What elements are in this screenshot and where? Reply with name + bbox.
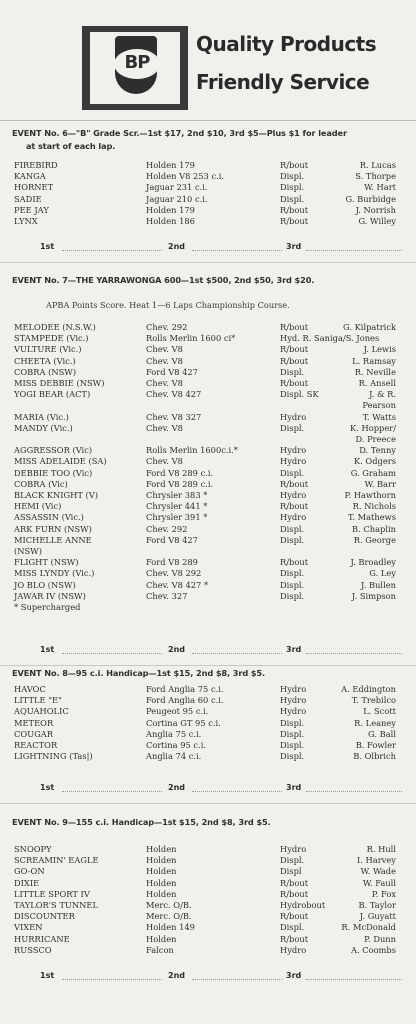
engine: Holden 186 [146, 216, 195, 226]
engine: Chev. V8 [146, 344, 183, 355]
hull-type: Hydro [280, 411, 307, 422]
place-second-blank [192, 250, 282, 251]
engine: Rolls Merlin 1600c.i.* [146, 445, 238, 456]
hull-type: R/bout [280, 501, 309, 512]
event-note: APBA Points Score. Heat 1—6 Laps Championship Course. [46, 300, 290, 310]
engine: Ford V8 289 c.i. [146, 478, 214, 489]
hull-type: R/bout [280, 355, 309, 366]
engine: Cortina 95 c.i. [146, 740, 206, 750]
driver-name: R. George [353, 534, 396, 545]
entry-row [0, 591, 416, 602]
engine: Holden [146, 844, 177, 854]
engine: Holden [146, 933, 177, 944]
boat-name: TAYLOR'S TUNNEL [14, 900, 98, 910]
event-title-continued: at start of each lap. [26, 141, 116, 151]
boat-name: LITTLE "E" [14, 695, 62, 706]
hull-type: Displ [280, 866, 302, 877]
driver-name: T. Mathews [348, 512, 396, 523]
driver-name: G. Ley [369, 568, 396, 579]
driver-name: G. Ball [368, 728, 396, 739]
hull-type: R/bout [280, 888, 309, 899]
hull-type: Displ. [280, 171, 305, 182]
boat-name: MISS ADELAIDE (SA) [14, 456, 107, 467]
engine: Holden 179 [146, 160, 195, 170]
place-third-label: 3rd [286, 971, 302, 980]
place-first-blank [62, 979, 162, 980]
event-divider [0, 262, 416, 263]
boat-name: MANDY (Vic.) [14, 422, 73, 433]
hull-type: Displ. SK [280, 389, 319, 400]
placings-line [0, 783, 416, 795]
entry-row [0, 501, 416, 512]
entry-row [0, 182, 416, 193]
driver-name: L. Scott [363, 706, 396, 717]
boat-name: MARIA (Vic.) [14, 411, 69, 422]
driver-name: R. Lucas [359, 160, 396, 170]
driver-name: W. Barr [364, 478, 396, 489]
engine: Anglia 74 c.i. [146, 751, 202, 762]
place-third-label: 3rd [286, 645, 302, 654]
hull-type: Hydro [280, 456, 307, 467]
engine: Chev. V8 427 [146, 389, 202, 400]
engine: Holden [146, 877, 177, 888]
driver-name: W. Wade [360, 866, 396, 877]
boat-name: FLIGHT (NSW) [14, 557, 79, 568]
entry-row [0, 855, 416, 866]
hull-type: Displ. [280, 579, 305, 590]
engine: Chrysler 391 * [146, 512, 208, 523]
driver-name: L. Ramsay [352, 355, 396, 366]
event-divider [0, 803, 416, 804]
engine: Holden 149 [146, 922, 195, 933]
entry-row [0, 557, 416, 568]
entry-row [0, 434, 416, 445]
boat-name: HEMI (Vic) [14, 501, 62, 512]
driver-name: R. Nichols [352, 501, 396, 512]
boat-name: KANGA [14, 171, 46, 182]
engine: Chev. 327 [146, 590, 188, 601]
entry-row [0, 535, 416, 546]
place-first-blank [62, 653, 162, 654]
driver-name: A. Coombs [350, 944, 396, 955]
boat-name: SADIE [14, 193, 42, 204]
engine: Ford V8 427 [146, 366, 198, 377]
place-first-blank [62, 250, 162, 251]
place-third-label: 3rd [286, 242, 302, 251]
entry-row [0, 171, 416, 182]
boat-name: MICHELLE ANNE [14, 534, 92, 545]
hull-type: Hydro [280, 512, 307, 523]
entry-row [0, 751, 416, 762]
boat-name: VIXEN [14, 922, 43, 933]
engine: Cortina GT 95 c.i. [146, 717, 221, 728]
engine: Anglia 75 c.i. [146, 728, 202, 739]
engine: Holden [146, 866, 177, 877]
boat-name: COUGAR [14, 728, 54, 739]
boat-name: JO BLO (NSW) [14, 579, 76, 590]
entry-row [0, 194, 416, 205]
event-title: EVENT No. 8—95 c.i. Handicap—1st $15, 2nd $8, 3rd $5. [12, 668, 266, 678]
hull-type: Displ. [280, 193, 305, 204]
place-second-blank [192, 979, 282, 980]
entry-row [0, 490, 416, 501]
entry-row [0, 423, 416, 434]
hull-type: Hyd. R. Saniga/S. Jones [280, 333, 380, 344]
boat-name: RUSSCO [14, 944, 52, 955]
place-third-label: 3rd [286, 783, 302, 792]
hull-type: Hydrobout [280, 900, 326, 910]
hull-type: Displ. [280, 728, 305, 739]
entry-row [0, 378, 416, 389]
hull-type: Displ. [280, 534, 305, 545]
entry-row [0, 889, 416, 900]
hull-type: R/bout [280, 322, 309, 332]
engine: Rolls Merlin 1600 ci* [146, 333, 236, 344]
program-header [0, 0, 416, 118]
bp-logo-text: BP [124, 52, 150, 73]
place-third-blank [306, 979, 402, 980]
engine: Chev. V8 292 [146, 568, 202, 579]
entry-row [0, 911, 416, 922]
entry-row [0, 160, 416, 171]
hull-type: Displ. [280, 467, 305, 478]
entry-row [0, 468, 416, 479]
entry-row [0, 445, 416, 456]
entry-row [0, 695, 416, 706]
driver-name: P. Dunn [364, 933, 396, 944]
engine: Ford V8 289 c.i. [146, 467, 214, 478]
hull-type: Displ. [280, 182, 305, 193]
entry-row [0, 718, 416, 729]
engine: Holden [146, 855, 177, 866]
driver-name: R. McDonald [341, 922, 396, 933]
boat-name: MELODEE (N.S.W.) [14, 322, 96, 332]
entry-row [0, 706, 416, 717]
boat-name: ARK FURN (NSW) [14, 523, 92, 534]
hull-type: R/bout [280, 216, 309, 226]
driver-name: A. Eddington [341, 684, 396, 694]
place-second-blank [192, 653, 282, 654]
entry-row [0, 512, 416, 523]
engine: Falcon [146, 944, 174, 955]
boat-name: REACTOR [14, 740, 58, 750]
driver-name: J. & R. [369, 389, 396, 400]
boat-name: (NSW) [14, 546, 42, 556]
boat-name: COBRA (NSW) [14, 366, 77, 377]
engine: Holden V8 253 c.i. [146, 171, 225, 182]
driver-name: W. Hart [364, 182, 396, 193]
bp-logo [82, 26, 188, 110]
engine: Chev. V8 [146, 355, 183, 366]
place-second-label: 2nd [168, 783, 185, 792]
entry-row [0, 389, 416, 400]
boat-name: FIREBIRD [14, 160, 58, 170]
event-divider [0, 665, 416, 666]
engine: Chev. V8 [146, 456, 183, 467]
entry-row [0, 356, 416, 367]
hull-type: Displ. [280, 590, 305, 601]
entry-row [0, 878, 416, 889]
place-second-label: 2nd [168, 971, 185, 980]
hull-type: Displ. [280, 422, 305, 433]
engine: Peugeot 95 c.i. [146, 706, 209, 717]
driver-name: T. Watts [362, 411, 396, 422]
event-title: EVENT No. 7—THE YARRAWONGA 600—1st $500, 2nd $50, 3rd $20. [12, 275, 315, 285]
hull-type: Hydro [280, 490, 307, 500]
driver-name: B. Chaplin [352, 523, 396, 534]
hull-type: Hydro [280, 706, 307, 717]
driver-name: B. Olbrich [353, 751, 396, 762]
entry-row [0, 524, 416, 535]
entry-row [0, 945, 416, 956]
entry-row [0, 322, 416, 333]
entry-row [0, 602, 416, 613]
entry-row [0, 456, 416, 467]
place-second-blank [192, 791, 282, 792]
driver-name: D. Preece [355, 434, 396, 444]
entry-row [0, 205, 416, 216]
boat-name: DIXIE [14, 877, 40, 888]
entry-row [0, 922, 416, 933]
hull-type: R/bout [280, 160, 309, 170]
boat-name: YOGI BEAR (ACT) [14, 389, 91, 400]
engine: Holden [146, 888, 177, 899]
entry-row [0, 546, 416, 557]
entry-row [0, 684, 416, 695]
driver-name: W. Faull [362, 877, 396, 888]
boat-name: HORNET [14, 182, 54, 193]
boat-name: GO-ON [14, 866, 45, 877]
entry-row [0, 400, 416, 411]
hull-type: Displ. [280, 568, 305, 579]
engine: Jaguar 231 c.i. [146, 182, 208, 193]
driver-name: K. Odgers [353, 456, 396, 467]
entry-row [0, 367, 416, 378]
boat-name: STAMPEDE (Vic.) [14, 333, 89, 344]
driver-name: G. Burbidge [345, 193, 396, 204]
boat-name: METEOR [14, 717, 54, 728]
boat-name: VULTURE (Vic.) [14, 344, 82, 355]
driver-name: G. Willey [358, 216, 396, 226]
entry-row [0, 479, 416, 490]
engine: Ford Anglia 75 c.i. [146, 684, 224, 694]
driver-name: J. Lewis [363, 344, 396, 355]
place-third-blank [306, 653, 402, 654]
hull-type: Displ. [280, 855, 305, 866]
hull-type: R/bout [280, 204, 309, 215]
entry-row [0, 866, 416, 877]
boat-name: LYNX [14, 216, 38, 226]
driver-name: P. Hawthorn [344, 490, 396, 500]
place-first-label: 1st [40, 783, 55, 792]
boat-name: SNOOPY [14, 844, 52, 854]
engine: Chev. 292 [146, 322, 188, 332]
engine: Ford Anglia 60 c.i. [146, 695, 224, 706]
driver-name: K. Hopper/ [350, 422, 396, 433]
boat-name: DEBBIE TOO (Vic) [14, 467, 93, 478]
place-first-label: 1st [40, 971, 55, 980]
place-third-blank [306, 250, 402, 251]
boat-name: CHEETA (Vic.) [14, 355, 76, 366]
event-title: EVENT No. 9—155 c.i. Handicap—1st $15, 2nd $8, 3rd $5. [12, 817, 271, 827]
driver-name: G. Graham [350, 467, 396, 478]
hull-type: R/bout [280, 933, 309, 944]
hull-type: Hydro [280, 684, 307, 694]
engine: Holden 179 [146, 204, 195, 215]
driver-name: I. Harvey [357, 855, 396, 866]
entry-row [0, 934, 416, 945]
place-third-blank [306, 791, 402, 792]
engine: Chev. V8 [146, 378, 183, 388]
hull-type: Hydro [280, 944, 307, 955]
hull-type: Displ. [280, 366, 305, 377]
entry-row [0, 333, 416, 344]
engine: Merc. O/B. [146, 911, 192, 922]
hull-type: Hydro [280, 695, 307, 706]
boat-name: JAWAR IV (NSW) [14, 590, 86, 601]
hull-type: Displ. [280, 717, 305, 728]
driver-name: G. Kilpatrick [343, 322, 396, 332]
driver-name: R. Neville [354, 366, 396, 377]
event-title: EVENT No. 6—"B" Grade Scr.—1st $17, 2nd $10, 3rd $5—Plus $1 for leader [12, 128, 347, 138]
place-second-label: 2nd [168, 645, 185, 654]
hull-type: Displ. [280, 751, 305, 762]
entry-row [0, 740, 416, 751]
boat-name: * Supercharged [14, 602, 81, 612]
boat-name: LIGHTNING (Tas|) [14, 751, 93, 762]
entry-row [0, 580, 416, 591]
driver-name: J. Guyatt [359, 911, 396, 922]
hull-type: R/bout [280, 344, 309, 355]
hull-type: R/bout [280, 911, 309, 922]
engine: Jaguar 210 c.i. [146, 193, 208, 204]
driver-name: D. Tenny [359, 445, 396, 456]
driver-name: Pearson [362, 400, 396, 411]
entry-row [0, 568, 416, 579]
driver-name: J. Broadley [350, 557, 396, 568]
engine: Chrysler 383 * [146, 490, 208, 500]
hull-type: Hydro [280, 844, 307, 854]
boat-name: HURRICANE [14, 933, 70, 944]
place-first-label: 1st [40, 242, 55, 251]
boat-name: COBRA (Vic) [14, 478, 68, 489]
boat-name: PEE JAY [14, 204, 49, 215]
boat-name: AGGRESSOR (Vic) [14, 445, 93, 456]
hull-type: R/bout [280, 877, 309, 888]
tagline-quality: Quality Products [196, 32, 377, 56]
driver-name: R. Hull [366, 844, 396, 854]
boat-name: MISS LYNDY (Vic.) [14, 568, 95, 579]
placings-line [0, 971, 416, 983]
engine: Chev. V8 [146, 422, 183, 433]
hull-type: Displ. [280, 523, 305, 534]
engine: Merc. O/B. [146, 900, 192, 910]
boat-name: HAVOC [14, 684, 46, 694]
engine: Chrysler 441 * [146, 501, 208, 512]
boat-name: BLACK KNIGHT (V) [14, 490, 99, 500]
place-first-label: 1st [40, 645, 55, 654]
header-divider [0, 120, 416, 121]
driver-name: J. Simpson [351, 590, 396, 601]
boat-name: LITTLE SPORT IV [14, 888, 90, 899]
engine: Chev. V8 327 [146, 411, 202, 422]
entry-row [0, 216, 416, 227]
engine: Chev. 292 [146, 523, 188, 534]
driver-name: J. Norrish [355, 204, 396, 215]
entry-row [0, 844, 416, 855]
engine: Chev. V8 427 * [146, 579, 209, 590]
driver-name: B. Taylor [358, 900, 396, 910]
entry-row [0, 900, 416, 911]
placings-line [0, 645, 416, 657]
place-first-blank [62, 791, 162, 792]
placings-line [0, 242, 416, 254]
driver-name: J. Bullen [361, 579, 396, 590]
driver-name: P. Fox [371, 888, 396, 899]
boat-name: SCREAMIN' EAGLE [14, 855, 99, 866]
hull-type: R/bout [280, 378, 309, 388]
entry-row [0, 344, 416, 355]
driver-name: R. Leaney [354, 717, 396, 728]
boat-name: ASSASSIN (Vic.) [14, 512, 84, 523]
entry-row [0, 412, 416, 423]
hull-type: Displ. [280, 740, 305, 750]
hull-type: Displ. [280, 922, 305, 933]
boat-name: MISS DEBBIE (NSW) [14, 378, 105, 388]
driver-name: R. Ansell [358, 378, 396, 388]
hull-type: R/bout [280, 557, 309, 568]
driver-name: S. Thorpe [355, 171, 396, 182]
tagline-service: Friendly Service [196, 70, 370, 94]
entry-row [0, 729, 416, 740]
engine: Ford V8 427 [146, 534, 198, 545]
hull-type: R/bout [280, 478, 309, 489]
engine: Ford V8 289 [146, 557, 198, 568]
driver-name: T. Trebilco [351, 695, 396, 706]
hull-type: Hydro [280, 445, 307, 456]
driver-name: B. Fowler [355, 740, 396, 750]
boat-name: DISCOUNTER [14, 911, 75, 922]
boat-name: AQUAHOLIC [14, 706, 69, 717]
place-second-label: 2nd [168, 242, 185, 251]
